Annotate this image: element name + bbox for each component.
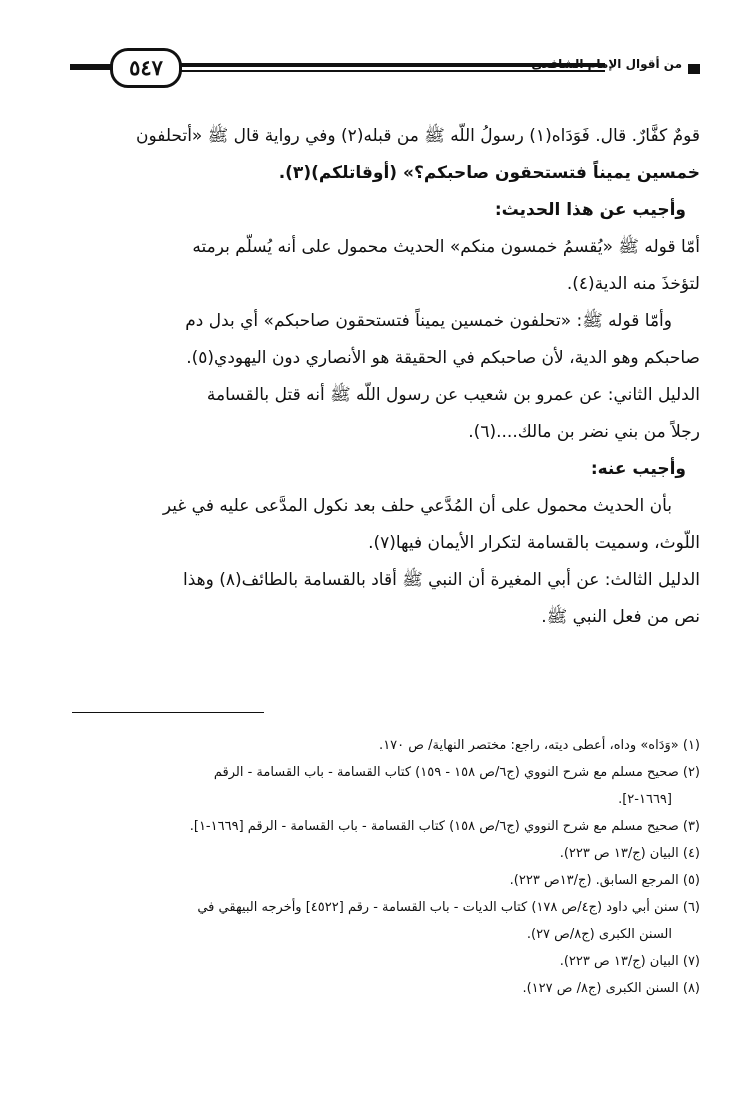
text-line: وأمّا قوله ﷺ: «تحلفون خمسين يميناً فتستحقون صاحبكم» أي بدل دم: [185, 311, 672, 331]
footnote: (١) «وَدَاه» وداه، أعطى ديته، راجع: مختصر النهاية/ ص ١٧٠.: [379, 738, 700, 753]
text-line: لتؤخذَ منه الدية(٤).: [566, 274, 700, 294]
footnote-continuation: [١٦٦٩-٢].: [618, 792, 672, 807]
section-heading: وأجيب عنه:: [590, 459, 686, 479]
text-line: نص من فعل النبي ﷺ.: [541, 607, 700, 627]
footnote-continuation: السنن الكبرى (ج٨/ص ٢٧).: [526, 927, 672, 942]
footnote: (٤) البيان (ج/١٣ ص ٢٢٣).: [559, 846, 700, 861]
page-header: [70, 46, 700, 86]
text-line: خمسين يميناً فتستحقون صاحبكم؟» (أوقاتلكم)(٣).: [278, 163, 700, 183]
page-number: ٥٤٧: [110, 48, 182, 88]
footnote: (٢) صحيح مسلم مع شرح النووي (ج٦/ص ١٥٨ - ١٥٩) كتاب القسامة - باب القسامة - الرقم: [213, 765, 700, 780]
header-ornament-left: [70, 64, 114, 70]
header-ornament-right: [688, 64, 700, 74]
text-line: الدليل الثالث: عن أبي المغيرة أن النبي ﷺ أقاد بالقسامة بالطائف(٨) وهذا: [182, 570, 700, 590]
footnote: (٨) السنن الكبرى (ج٨/ ص ١٢٧).: [522, 981, 700, 996]
footnote: (٦) سنن أبي داود (ج٤/ص ١٧٨) كتاب الديات - باب القسامة - رقم [٤٥٢٢] وأخرجه البيهقي في: [197, 900, 700, 915]
footnote: (٣) صحيح مسلم مع شرح النووي (ج٦/ص ١٥٨) كتاب القسامة - باب القسامة - الرقم [١٦٦٩-١].: [189, 819, 700, 834]
section-heading: وأجيب عن هذا الحديث:: [494, 200, 686, 220]
text-line: بأن الحديث محمول على أن المُدَّعي حلف بعد نكول المدَّعى عليه في غير: [162, 496, 672, 516]
main-text: [72, 118, 700, 636]
text-line: رجلاً من بني نضر بن مالك....(٦).: [468, 422, 700, 442]
footnote-separator: [72, 712, 264, 713]
text-line: أمّا قوله ﷺ «يُقسمُ خمسون منكم» الحديث محمول على أنه يُسلّم برمته: [192, 237, 700, 257]
footnote: (٧) البيان (ج/١٣ ص ٢٢٣).: [559, 954, 700, 969]
text-line: الدليل الثاني: عن عمرو بن شعيب عن رسول اللّه ﷺ أنه قتل بالقسامة: [206, 385, 700, 405]
text-line: صاحبكم وهو الدية، لأن صاحبكم في الحقيقة هو الأنصاري دون اليهودي(٥).: [186, 348, 700, 368]
footnotes: [72, 732, 700, 1002]
running-head: من أقوال الإمام الشافعي: [531, 57, 682, 71]
footnote: (٥) المرجع السابق. (ج/١٣ص ٢٢٣).: [509, 873, 700, 888]
text-line: قومٌ كفَّارٌ. قال. فَوَدَاه(١) رسولُ اللّه ﷺ من قبله(٢) وفي رواية قال ﷺ «أتحلفون: [136, 126, 700, 146]
text-line: اللّوث، وسميت بالقسامة لتكرار الأيمان فيها(٧).: [368, 533, 700, 553]
